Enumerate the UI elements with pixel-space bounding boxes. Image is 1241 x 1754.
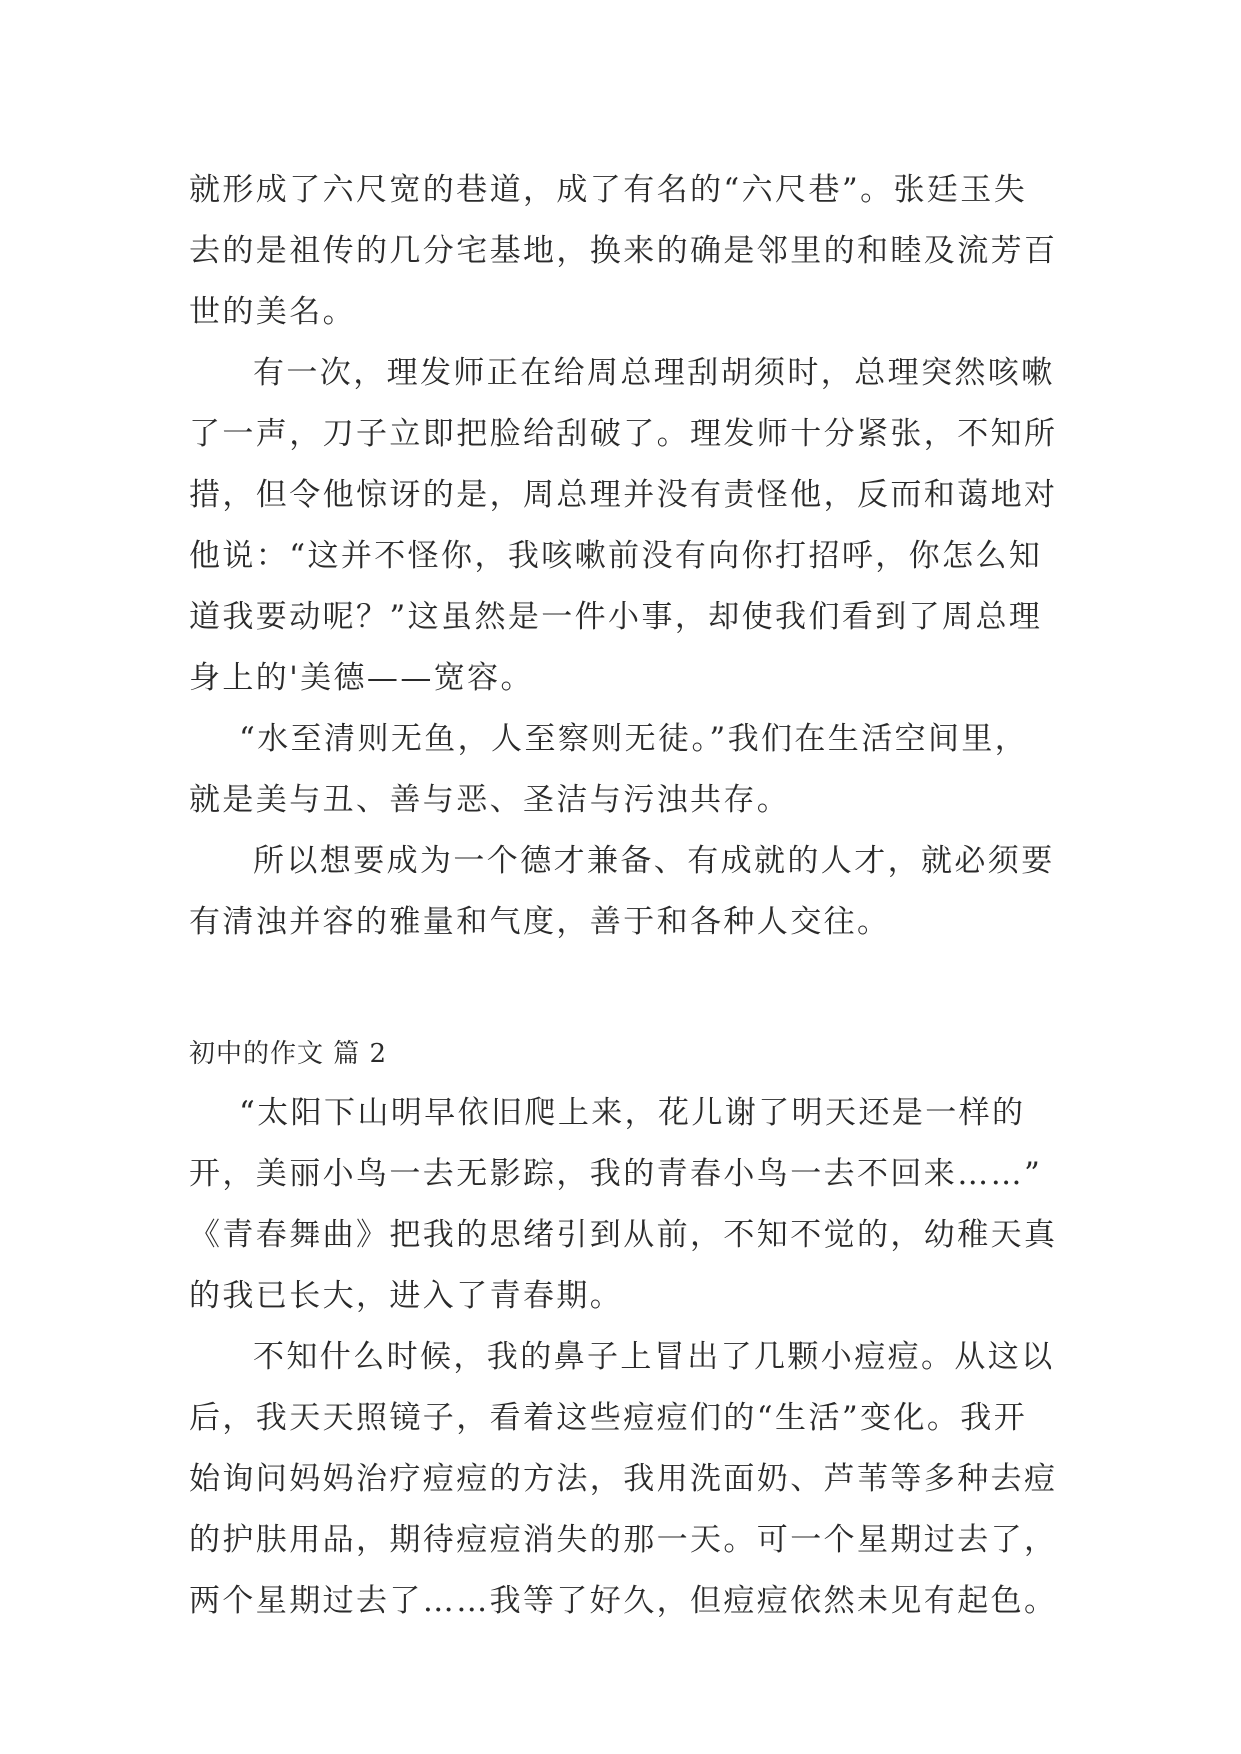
paragraph: [189, 1083, 1069, 1327]
text-line: 《青春舞曲》把我的思绪引到从前，不知不觉的，幼稚天真: [189, 1217, 1058, 1253]
text-line: 去的是祖传的几分宅基地，换来的确是邻里的和睦及流芳百: [189, 233, 1058, 269]
paragraph: [189, 1327, 1069, 1632]
paragraph: [189, 160, 1069, 343]
text-line: “水至清则无鱼，人至察则无徒。”我们在生活空间里，: [239, 721, 1029, 757]
section-spacer: [189, 953, 1069, 1025]
text-line: 身上的'美德——宽容。: [189, 660, 534, 696]
essay-1: [189, 160, 1069, 953]
text-line: 就形成了六尺宽的巷道，成了有名的“六尺巷”。张廷玉失: [189, 172, 1028, 208]
text-line: 有一次，理发师正在给周总理刮胡须时，总理突然咳嗽: [253, 355, 1055, 391]
text-line: 后，我天天照镜子，看着这些痘痘们的“生活”变化。我开: [189, 1400, 1028, 1436]
text-line: 就是美与丑、善与恶、圣洁与污浊共存。: [189, 782, 791, 818]
text-line: 世的美名。: [189, 294, 356, 330]
essay-2: [189, 1083, 1069, 1632]
paragraph: [189, 831, 1069, 953]
text-line: 有清浊并容的雅量和气度，善于和各种人交往。: [189, 904, 891, 940]
text-line: 的我已长大，进入了青春期。: [189, 1278, 624, 1314]
document-page: [189, 160, 1069, 1632]
text-line: 始询问妈妈治疗痘痘的方法，我用洗面奶、芦苇等多种去痘: [189, 1461, 1058, 1497]
text-line: 他说：“这并不怪你，我咳嗽前没有向你打招呼，你怎么知: [189, 538, 1043, 574]
text-line: 所以想要成为一个德才兼备、有成就的人才，就必须要: [253, 843, 1055, 879]
text-line: 措，但令他惊讶的是，周总理并没有责怪他，反而和蔼地对: [189, 477, 1058, 513]
section-title: 初中的作文 篇 2: [189, 1039, 388, 1069]
text-line: “太阳下山明早依旧爬上来，花儿谢了明天还是一样的: [239, 1095, 1026, 1131]
text-line: 不知什么时候，我的鼻子上冒出了几颗小痘痘。从这以: [253, 1339, 1055, 1375]
text-line: 了一声，刀子立即把脸给刮破了。理发师十分紧张，不知所: [189, 416, 1058, 452]
paragraph: [189, 343, 1069, 709]
text-line: 开，美丽小鸟一去无影踪，我的青春小鸟一去不回来……”: [189, 1156, 1043, 1192]
text-line: 两个星期过去了……我等了好久，但痘痘依然未见有起色。: [189, 1583, 1058, 1619]
text-line: 道我要动呢？”这虽然是一件小事，却使我们看到了周总理: [189, 599, 1043, 635]
paragraph: [189, 709, 1069, 831]
text-line: 的护肤用品，期待痘痘消失的那一天。可一个星期过去了，: [189, 1522, 1058, 1558]
